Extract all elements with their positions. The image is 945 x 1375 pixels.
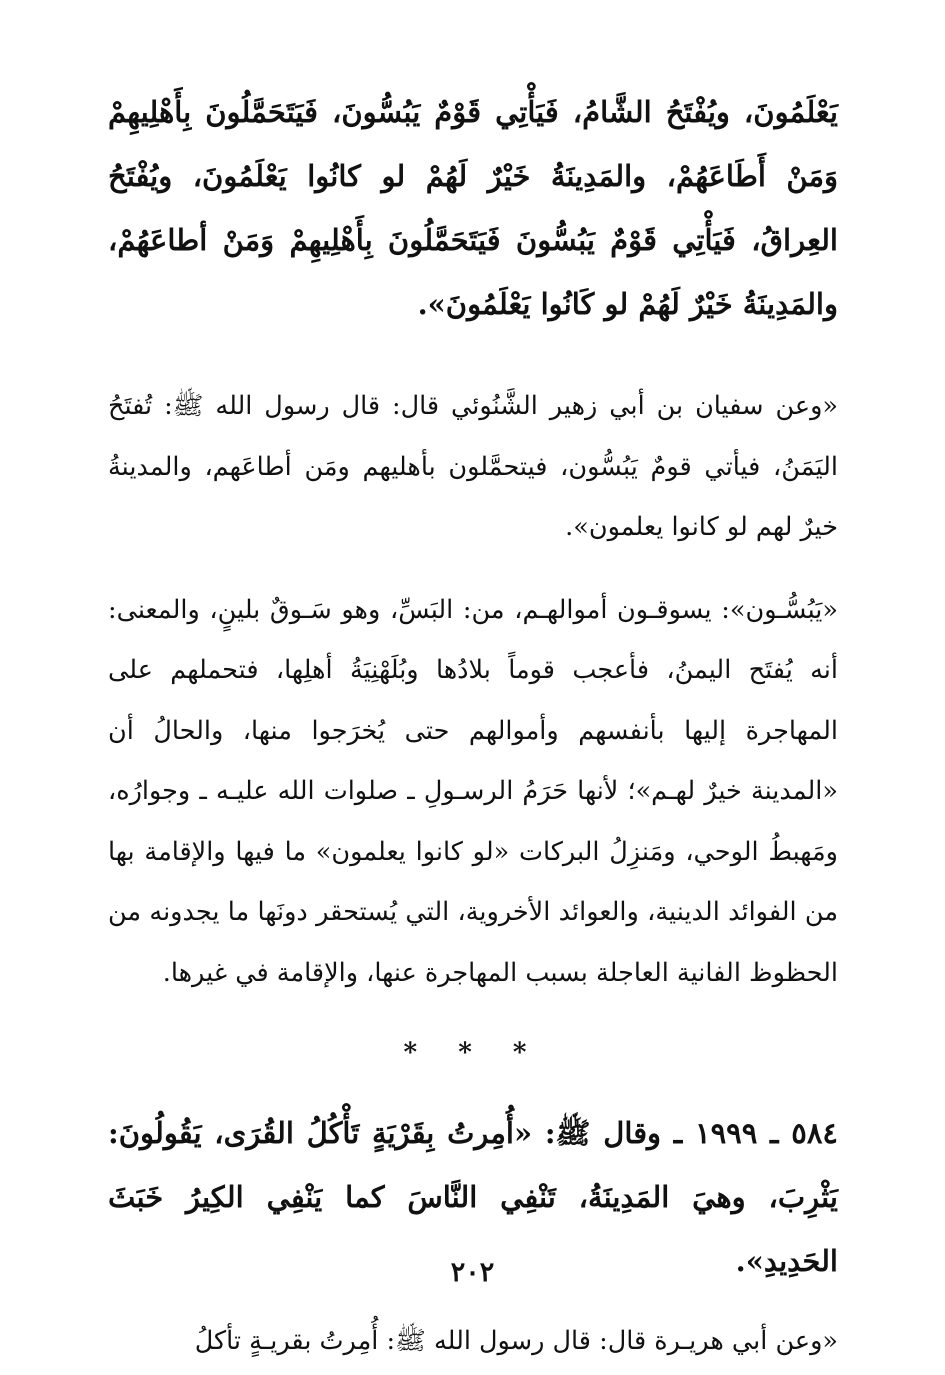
hadith-text: يَعْلَمُونَ، ويُفْتَحُ الشَّامُ، فَيَأْتِي قَوْمٌ يَبُسُّونَ، فَيَتَحَمَّلُونَ بِأَهْلِيهِمْ وَمَنْ أَطَاعَهُمْ، والمَدِينَةُ خَيْرٌ لَهُمْ لو كانُوا يَعْلَمُونَ، ويُفْتَحُ العِراقُ، فَيَأْتِي قَوْمٌ يَبُسُّونَ فَيَتَحَمَّلُونَ بِأَهْلِيهِمْ وَمَنْ أطاعَهُمْ، والمَدِينَةُ خَيْرٌ لَهُمْ لو كَانُوا يَعْلَمُونَ».: [108, 95, 838, 321]
commentary-paragraph: «يَبُسُّـون»: يسوقـون أموالهـم، من: البَسِّ، وهو سَـوقٌ بلينٍ، والمعنى: أنه يُفتَح اليمنُ، فأعجب قوماً بلادُها وبُلَهْنِيَةُ أهلِها، فتحملهم على المهاجرة إليها بأنفسهم وأموالهم حتى يُخرَجوا منها، والحالُ أن «المدينة خيرٌ لهـم»؛ لأنها حَرَمُ الرسـولِ ـ صلوات الله عليـه ـ وجوارُه، ومَهبطُ الوحي، ومَنزِلُ البركات «لو كانوا يعلمون» ما فيها والإقامة بها من الفوائد الدينية، والعوائد الأخروية، التي يُستحقر دونَها ما يجدونه من الحظوظ الفانية العاجلة بسبب المهاجرة عنها، والإقامة في غيرها.: [108, 594, 838, 988]
page-number: ٢٠٢: [450, 1257, 495, 1288]
narration-abu-hurayra: «وعن أبي هريـرة قال: قال رسول الله ﷺ: أُمِرتُ بقريـةٍ تأكلُ: [194, 1326, 838, 1356]
hadith-584-text: ٥٨٤ ـ ١٩٩٩ ـ وقال ﷺ: «أُمِرتُ بِقَرْيَةٍ تَأْكُلُ القُرَى، يَقُولُونَ: يَثْرِبَ، وهيَ المَدِينَةُ، تَنْفِي النَّاسَ كما يَنْفِي الكِيرُ خَبَثَ الحَدِيدِ».: [108, 1116, 838, 1278]
section-separator: * * *: [403, 1038, 543, 1068]
page-content: [108, 80, 838, 1371]
narration-paragraph: «وعن سفيان بن أبي زهير الشَّنُوئي قال: قال رسول الله ﷺ: تُفتَحُ اليَمَنُ، فيأتي قومٌ يَبُسُّون، فيتحمَّلون بأهليهم ومَن أطاعَهم، والمدينةُ خيرٌ لهم لو كانوا يعلمون».: [108, 391, 838, 542]
